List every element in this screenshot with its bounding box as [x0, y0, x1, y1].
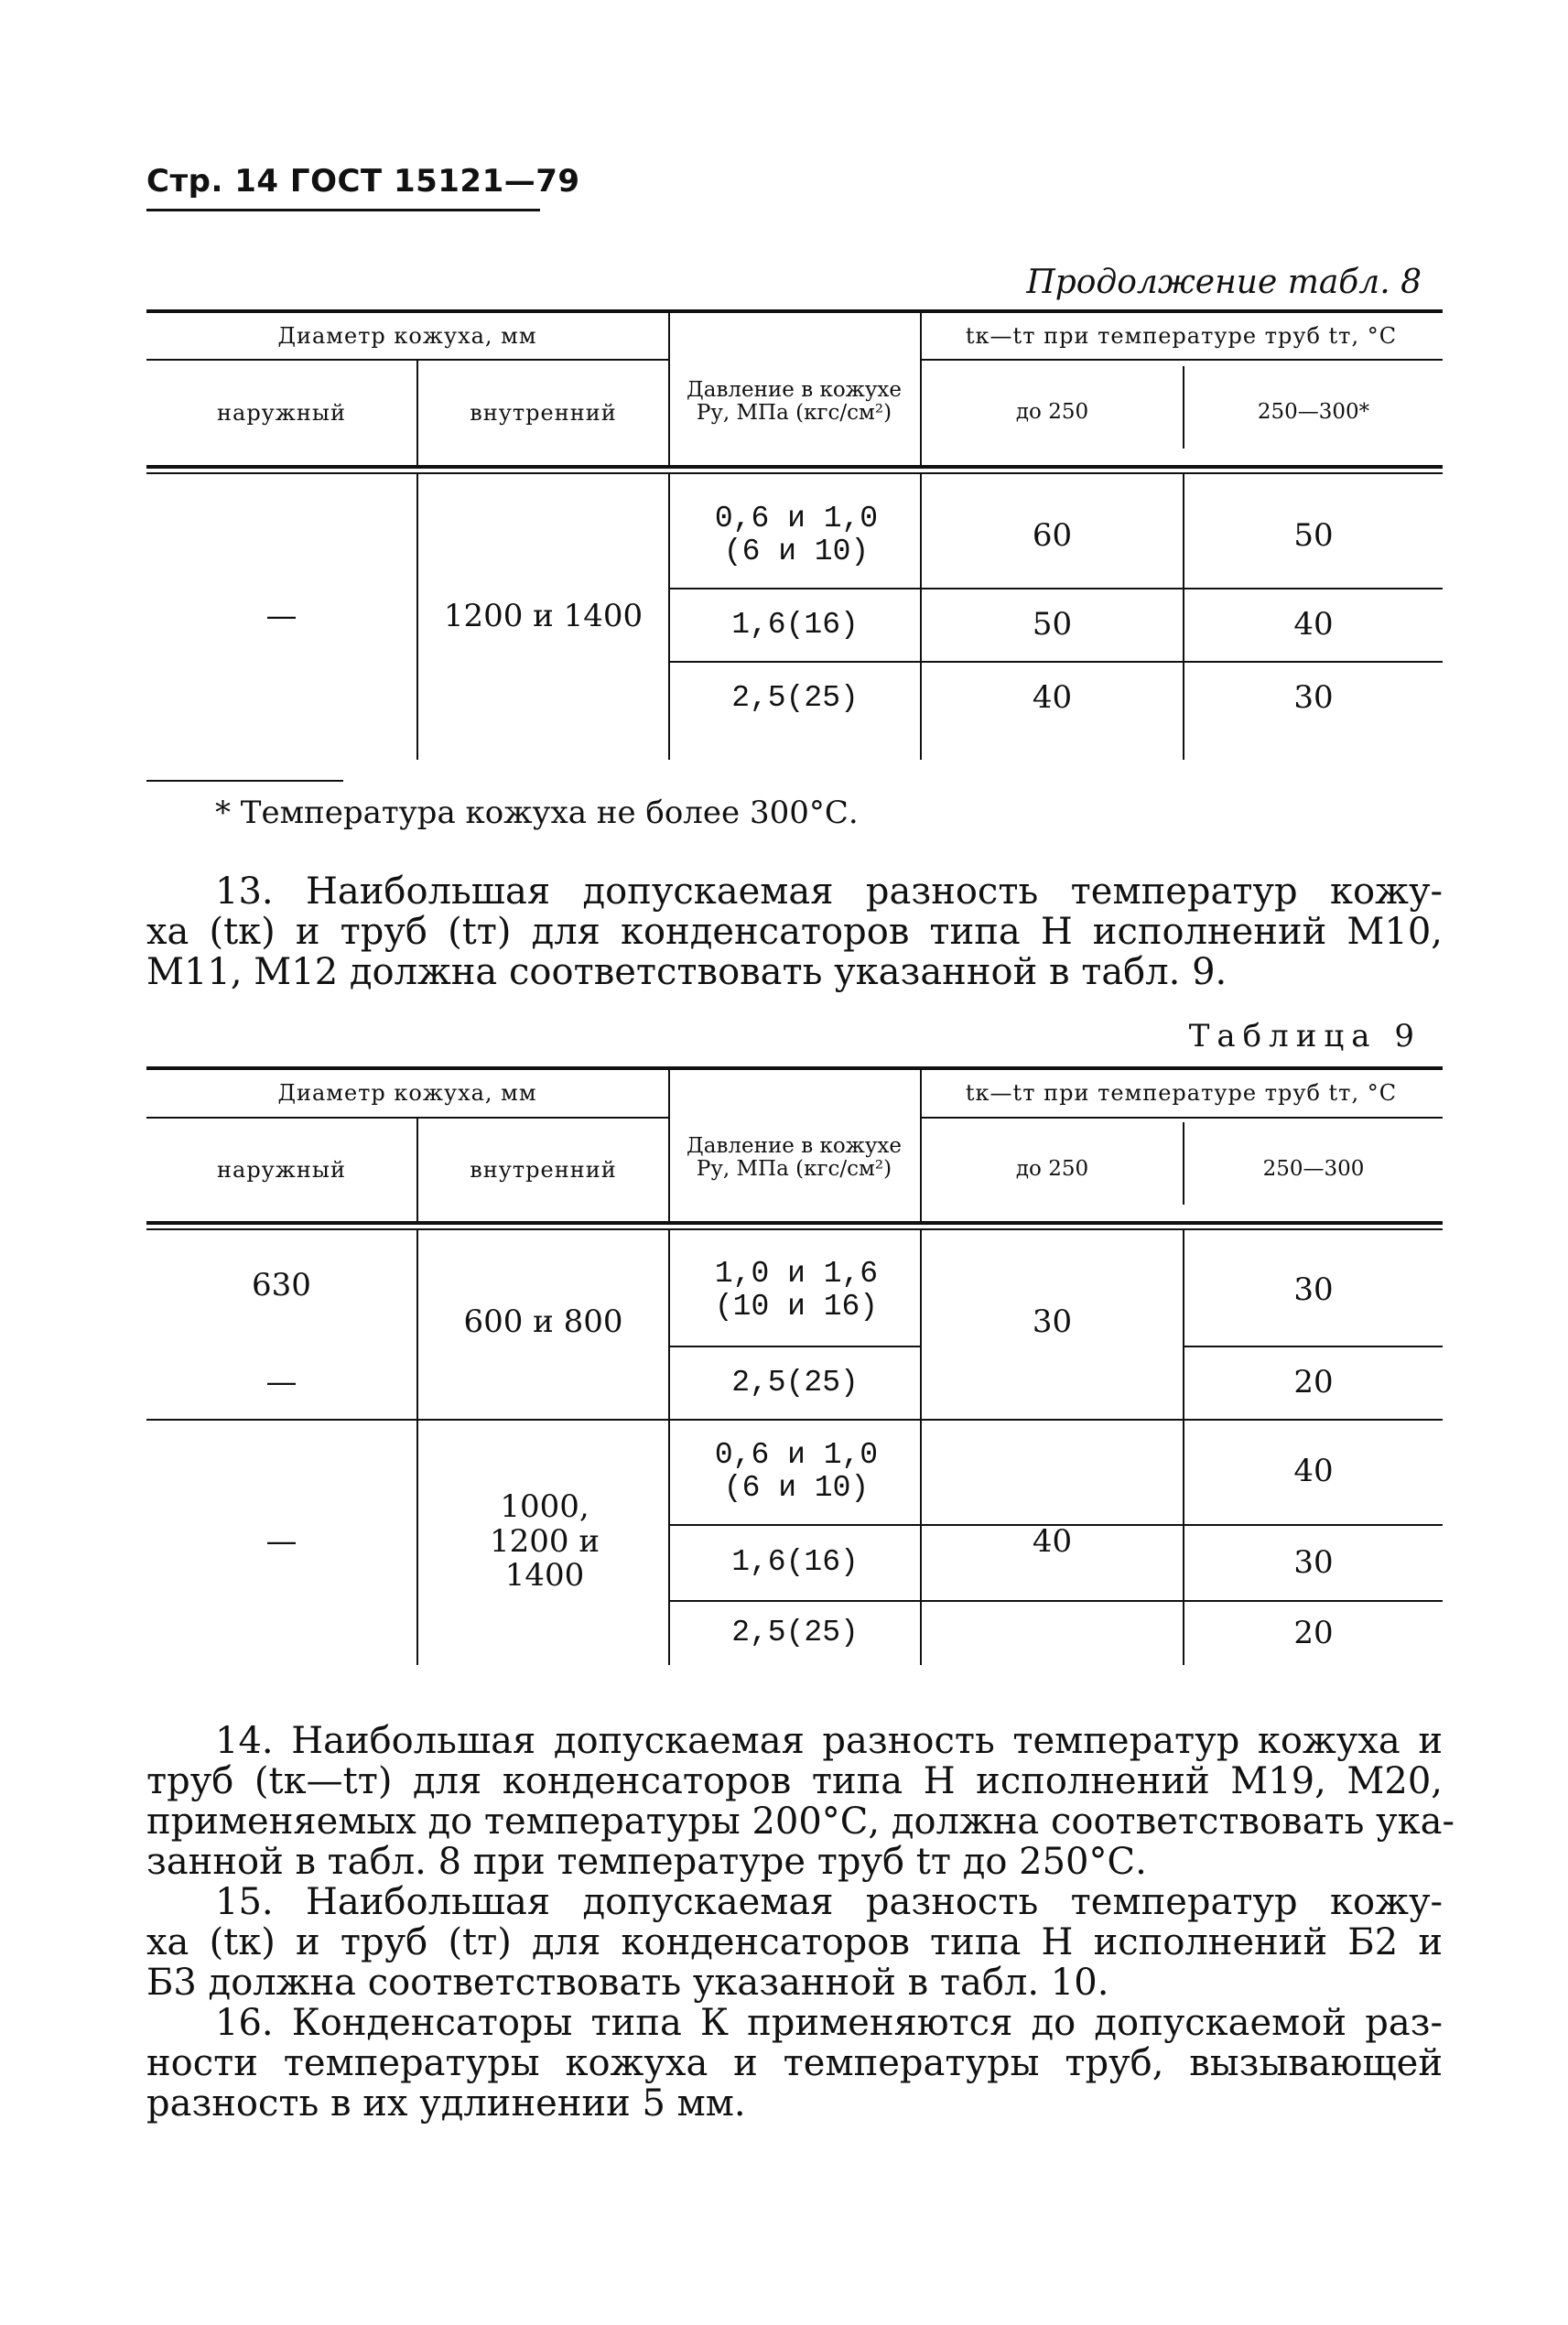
p16-line-1: 16. Конденсаторы типа К применяются до допускаемой раз-	[215, 2002, 1443, 2044]
t9-vrule-h2	[668, 1068, 670, 1221]
p15-line-3: Б3 должна соответствовать указанной в табл. 10.	[146, 1962, 1109, 2004]
t8-header-outer: наружный	[217, 399, 346, 426]
t8-pressure-1: 0,6 и 1,0 (6 и 10)	[714, 501, 879, 568]
t8-header-diameter: Диаметр кожуха, мм	[277, 322, 537, 349]
t9-g2-outer: —	[265, 1522, 297, 1560]
p14-line-3: применяемых до температуры 200°С, должна соответствовать ука-	[146, 1801, 1455, 1843]
t8-header-delta: tк—tт при температуре труб tт, °С	[965, 322, 1398, 349]
t8-vrule-h2	[668, 311, 670, 465]
t9-g1-outer-2: —	[265, 1364, 297, 1401]
t8-pressure-3: 2,5(25)	[731, 680, 859, 715]
t8-b-1: 50	[1293, 517, 1334, 555]
t9-g2-inner: 1000, 1200 и 1400	[490, 1488, 600, 1595]
t9-g1-inner: 600 и 800	[463, 1303, 623, 1341]
table8-caption: Продолжение табл. 8	[1026, 264, 1422, 301]
t8-header-col-b: 250—300*	[1257, 400, 1370, 425]
t8-a-1: 60	[1032, 517, 1073, 555]
t8-outer: —	[265, 598, 297, 635]
t8-header-inner: внутренний	[470, 399, 617, 426]
p14-line-1: 14. Наибольшая допускаемая разность температур кожуха и	[215, 1720, 1443, 1762]
t9-header-col-b: 250—300	[1262, 1157, 1365, 1182]
t9-g2-pressure-2: 1,6(16)	[731, 1545, 859, 1580]
t9-header-inner: внутренний	[470, 1156, 617, 1183]
t8-a-2: 50	[1032, 606, 1073, 643]
t9-g2-a: 40	[1032, 1522, 1073, 1560]
t8-header-rule-1	[146, 465, 1443, 469]
t9-g2-b-3: 20	[1293, 1614, 1334, 1651]
t9-g1-b-2: 20	[1293, 1364, 1334, 1401]
p13-line-3: М11, М12 должна соответствовать указанной в табл. 9.	[146, 951, 1227, 993]
t8-a-3: 40	[1032, 679, 1073, 717]
p13-line-1: 13. Наибольшая допускаемая разность температур кожу-	[215, 871, 1443, 913]
table8-footnote: * Температура кожуха не более 300°С.	[215, 795, 859, 831]
footnote-rule	[146, 780, 343, 782]
page-header: Стр. 14 ГОСТ 15121—79	[146, 163, 580, 200]
p15-line-2: ха (tк) и труб (tт) для конденсаторов типа Н исполнений Б2 и	[146, 1921, 1443, 1963]
paragraph-15	[146, 1882, 1443, 2003]
t9-g2-b-2: 30	[1293, 1543, 1334, 1581]
paragraph-14	[146, 1720, 1455, 1883]
t9-g2-b-1: 40	[1293, 1453, 1334, 1490]
t9-g1-a: 30	[1032, 1303, 1073, 1341]
t9-header-col-a: до 250	[1015, 1157, 1089, 1182]
paragraph-13	[146, 871, 1443, 992]
p13-line-2: ха (tк) и труб (tт) для конденсаторов типа Н исполнений М10,	[146, 911, 1443, 953]
t9-g1-pressure-1: 1,0 и 1,6 (10 и 16)	[714, 1256, 879, 1324]
t9-header-diameter: Диаметр кожуха, мм	[277, 1080, 537, 1107]
t9-g2-pressure-1: 0,6 и 1,0 (6 и 10)	[714, 1437, 879, 1505]
t8-header-col-a: до 250	[1015, 400, 1089, 425]
t9-g2-pressure-3: 2,5(25)	[731, 1616, 859, 1650]
p14-line-2: труб (tк—tт) для конденсаторов типа Н исполнений М19, М20,	[146, 1760, 1443, 1802]
t9-g1-pressure-2: 2,5(25)	[731, 1365, 859, 1400]
t8-pressure-2: 1,6(16)	[731, 607, 859, 642]
t9-header-delta: tк—tт при температуре труб tт, °С	[965, 1080, 1398, 1107]
t9-header-rule-1	[146, 1221, 1443, 1225]
t9-header-rule-2	[146, 1228, 1443, 1230]
t9-header-outer: наружный	[217, 1156, 346, 1183]
t9-g1-b-1: 30	[1293, 1271, 1334, 1309]
p14-line-4: занной в табл. 8 при температуре труб tт до 250°С.	[146, 1841, 1147, 1883]
t8-inner: 1200 и 1400	[443, 598, 643, 635]
p15-line-1: 15. Наибольшая допускаемая разность температур кожу-	[215, 1881, 1443, 1923]
t8-b-2: 40	[1293, 606, 1334, 643]
p16-line-3: разность в их удлинении 5 мм.	[146, 2082, 746, 2125]
t8-b-3: 30	[1293, 679, 1334, 717]
t8-header-pressure: Давление в кожухе Pу, МПа (кгс/см²)	[687, 377, 902, 425]
t9-header-pressure: Давление в кожухе Pу, МПа (кгс/см²)	[687, 1133, 902, 1181]
header-rule	[146, 209, 540, 211]
table9-caption: Таблица 9	[1188, 1018, 1422, 1054]
paragraph-16	[146, 2003, 1443, 2124]
p16-line-2: ности температуры кожуха и температуры труб, вызывающей	[146, 2042, 1443, 2084]
t9-g1-outer-1: 630	[252, 1267, 311, 1304]
